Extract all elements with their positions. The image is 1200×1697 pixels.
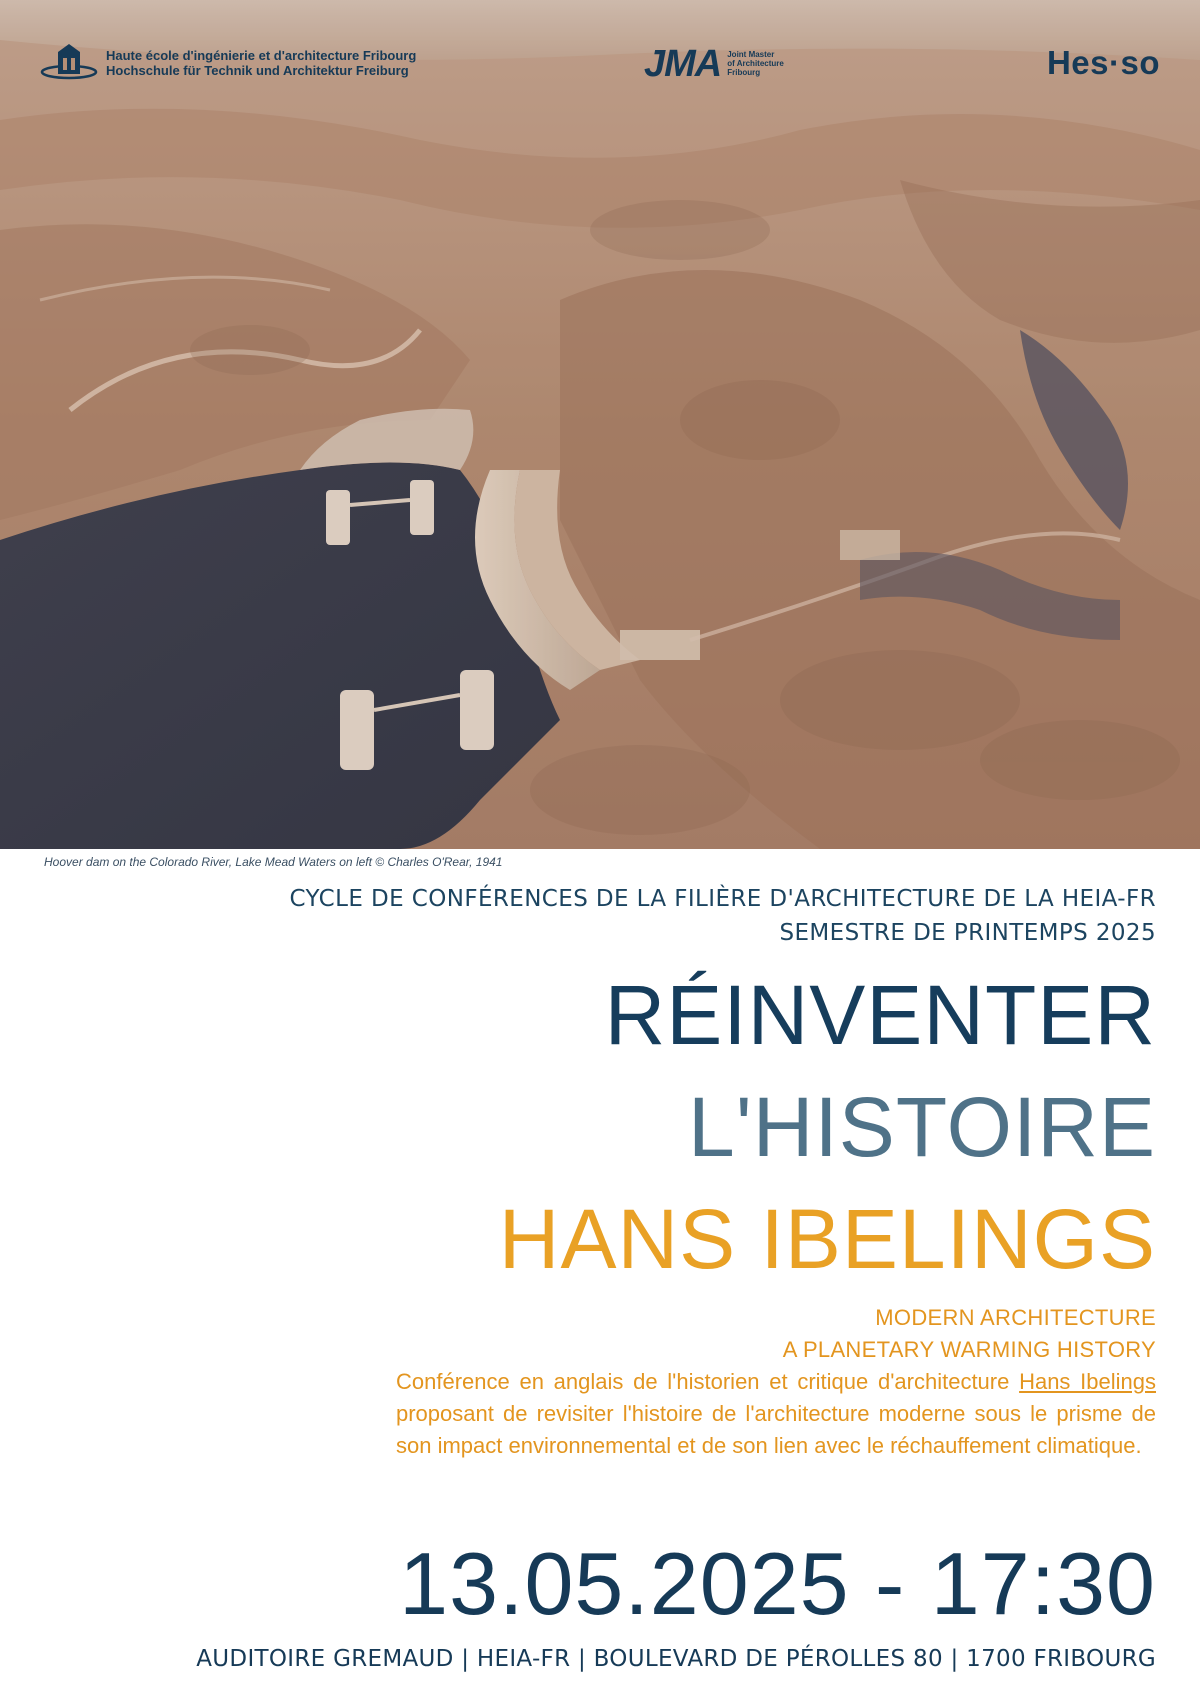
lecture-desc-after: proposant de revisiter l'histoire de l'architecture moderne sous le prisme de son impact environnemental et de son lien avec le réchauffement climatique. [396, 1401, 1156, 1458]
event-venue: AUDITOIRE GREMAUD | HEIA-FR | BOULEVARD DE PÉROLLES 80 | 1700 FRIBOURG [196, 1646, 1156, 1672]
heia-building-icon [40, 42, 98, 84]
jma-logo [644, 43, 784, 85]
hes-so-logo-a: Hes [1046, 44, 1109, 81]
heia-logo-line2: Hochschule für Technik und Architektur Freiburg [106, 63, 409, 78]
jma-logo-small3: Fribourg [727, 68, 761, 77]
speaker-link[interactable]: Hans Ibelings [1019, 1369, 1156, 1394]
speaker-name: HANS IBELINGS [498, 1192, 1156, 1286]
lecture-description [396, 1366, 1156, 1462]
event-datetime: 13.05.2025 - 17:30 [399, 1534, 1156, 1633]
hes-so-logo-dot: · [1108, 44, 1121, 81]
jma-logo-small2: of Architecture [727, 59, 784, 68]
photo-caption: Hoover dam on the Colorado River, Lake Mead Waters on left © Charles O'Rear, 1941 [44, 855, 503, 869]
jma-logo-small1: Joint Master [727, 50, 775, 59]
lecture-info [396, 1302, 1156, 1462]
cycle-line2: SEMESTRE DE PRINTEMPS 2025 [779, 920, 1156, 946]
heia-logo-line1: Haute école d'ingénierie et d'architecture Fribourg [106, 48, 417, 63]
jma-logo-word: JMA [644, 43, 722, 85]
hes-so-logo-b: so [1120, 44, 1160, 81]
hes-so-logo [1047, 44, 1160, 82]
cycle-heading [289, 882, 1156, 950]
lecture-subtitle1: MODERN ARCHITECTURE [875, 1305, 1156, 1330]
lecture-subtitle2: A PLANETARY WARMING HISTORY [782, 1337, 1156, 1362]
lecture-desc-before: Conférence en anglais de l'historien et critique d'architecture [396, 1369, 1020, 1394]
cycle-line1: CYCLE DE CONFÉRENCES DE LA FILIÈRE D'ARCHITECTURE DE LA HEIA-FR [289, 886, 1156, 912]
title-line2: L'HISTOIRE [688, 1080, 1156, 1174]
heia-fr-logo [40, 42, 416, 84]
title-line1: RÉINVENTER [604, 968, 1156, 1062]
